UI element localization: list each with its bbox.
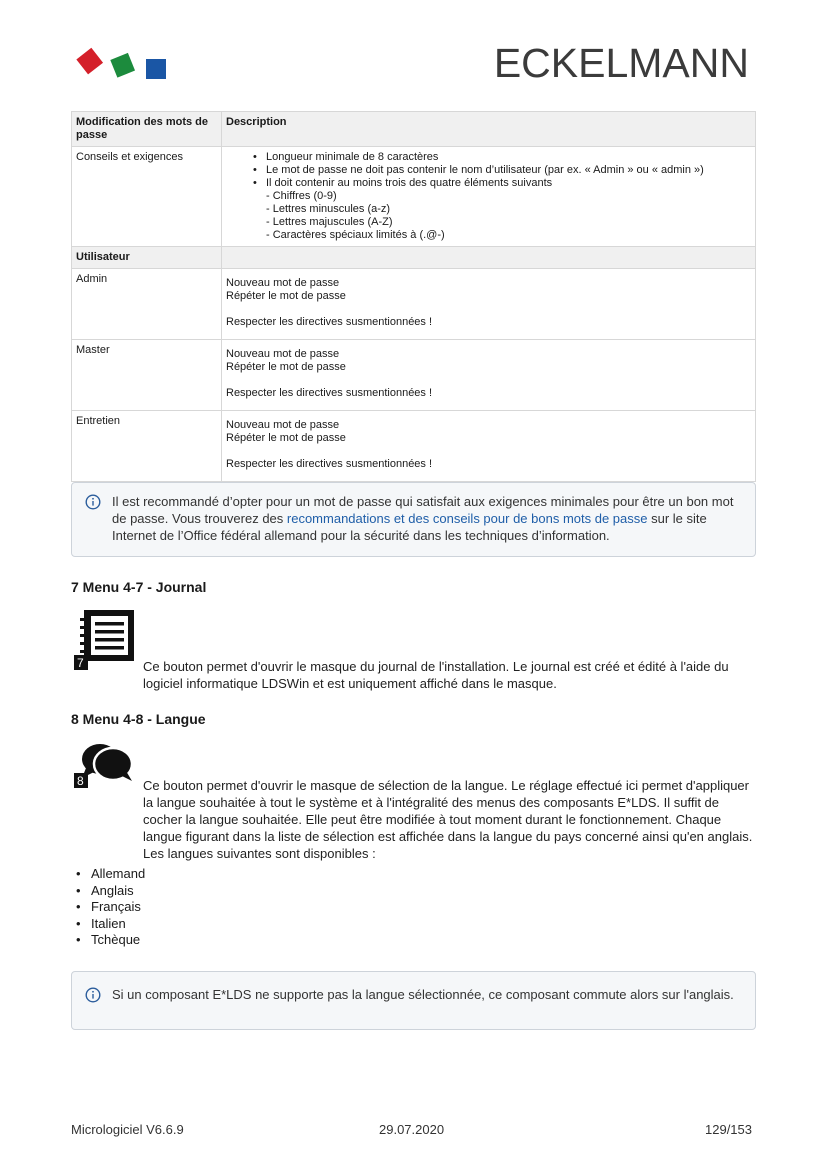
logo-green-diamond (110, 53, 135, 78)
repeat-password-field[interactable]: Répéter le mot de passe (226, 290, 346, 302)
new-password-field[interactable]: Nouveau mot de passe (226, 277, 340, 289)
new-password-field[interactable]: Nouveau mot de passe (226, 348, 340, 360)
logo-blue-square (146, 59, 166, 79)
new-password-field[interactable]: Nouveau mot de passe (226, 419, 340, 431)
info-note-password (71, 482, 756, 557)
list-item: • Français (76, 899, 145, 916)
info-note-language (71, 971, 756, 1030)
rule-subitem: - Caractères spéciaux limités à (.@-) (266, 229, 445, 241)
list-item: • Allemand (76, 866, 145, 883)
section-heading-journal: 7 Menu 4-7 - Journal (71, 579, 207, 595)
note-text: Si un composant E*LDS ne supporte pas la langue sélectionnée, ce composant commute alors sur l'anglais. (112, 987, 734, 1002)
repeat-password-field[interactable]: Répéter le mot de passe (226, 432, 346, 444)
footer-firmware: Micrologiciel V6.6.9 (71, 1122, 184, 1137)
list-item: • Anglais (76, 883, 145, 900)
password-hint: Respecter les directives susmentionnées ! (226, 316, 433, 328)
table-row (72, 269, 756, 340)
table-header: Description (222, 112, 756, 147)
rules-list (222, 147, 756, 247)
table-row (72, 411, 756, 482)
info-icon (85, 494, 101, 510)
list-item: • Italien (76, 916, 145, 933)
language-list (76, 866, 145, 949)
rule-item: • Le mot de passe ne doit pas contenir le nom d’utilisateur (par ex. « Admin » ou « admin ») (250, 164, 751, 177)
table-header: Modification des mots de passe (72, 112, 222, 147)
footer-page-number: 129/153 (705, 1122, 752, 1137)
rule-item: • Longueur minimale de 8 caractères (250, 151, 751, 164)
password-table (71, 111, 756, 482)
password-recommendations-link[interactable]: recommandations et des conseils pour de bons mots de passe (286, 511, 648, 526)
menu-number-badge: 8 (77, 774, 84, 788)
password-hint: Respecter les directives susmentionnées ! (226, 458, 433, 470)
info-icon (85, 987, 101, 1003)
rule-subitem: - Lettres minuscules (a-z) (266, 203, 391, 215)
table-row (72, 340, 756, 411)
rule-subitem: - Chiffres (0-9) (266, 190, 337, 202)
user-name: Master (72, 340, 222, 411)
note-text: Il est recommandé d’opter pour un mot de passe qui satisfait aux exigences minimales pour être un bon mot de passe. Vous trouverez des recommandations et des conseils pour de bons mots de passe sur le site Internet de l’Office fédéral allemand pour la sécurité dans les techniques d’information. (112, 494, 734, 543)
footer-date: 29.07.2020 (379, 1122, 445, 1137)
journal-description: Ce bouton permet d'ouvrir le masque du journal de l'installation. Le journal est créé et édité à l'aide du logiciel informatique LDSWin et est uniquement affiché dans le masque. (143, 659, 729, 691)
section-heading-language: 8 Menu 4-8 - Langue (71, 711, 206, 727)
menu-number-badge: 7 (77, 656, 84, 670)
user-section-header: Utilisateur (72, 247, 222, 269)
list-item: • Tchèque (76, 932, 145, 949)
rules-label: Conseils et exigences (72, 147, 222, 247)
language-description: Ce bouton permet d'ouvrir le masque de sélection de la langue. Le réglage effectué ici permet d'appliquer la langue souhaitée à tout le système et à l'intégralité des menus des composants E*LDS. Il suffit de cocher la langue souhaitée. Elle peut être modifiée à tout moment durant le fonctionnement. Chaque langue figurant dans la liste de sélection est affichée dans la langue du pays concerné ainsi qu'en anglais. Les langues suivantes sont disponibles : (143, 778, 753, 861)
user-name: Admin (72, 269, 222, 340)
brand-wordmark: ECKELMANN (493, 40, 749, 86)
rule-item: • Il doit contenir au moins trois des quatre éléments suivants (250, 177, 751, 190)
password-hint: Respecter les directives susmentionnées ! (226, 387, 433, 399)
logo-red-diamond (76, 48, 103, 75)
rule-subitem: - Lettres majuscules (A-Z) (266, 216, 393, 228)
user-name: Entretien (72, 411, 222, 482)
eckelmann-logo (73, 43, 167, 83)
repeat-password-field[interactable]: Répéter le mot de passe (226, 361, 346, 373)
